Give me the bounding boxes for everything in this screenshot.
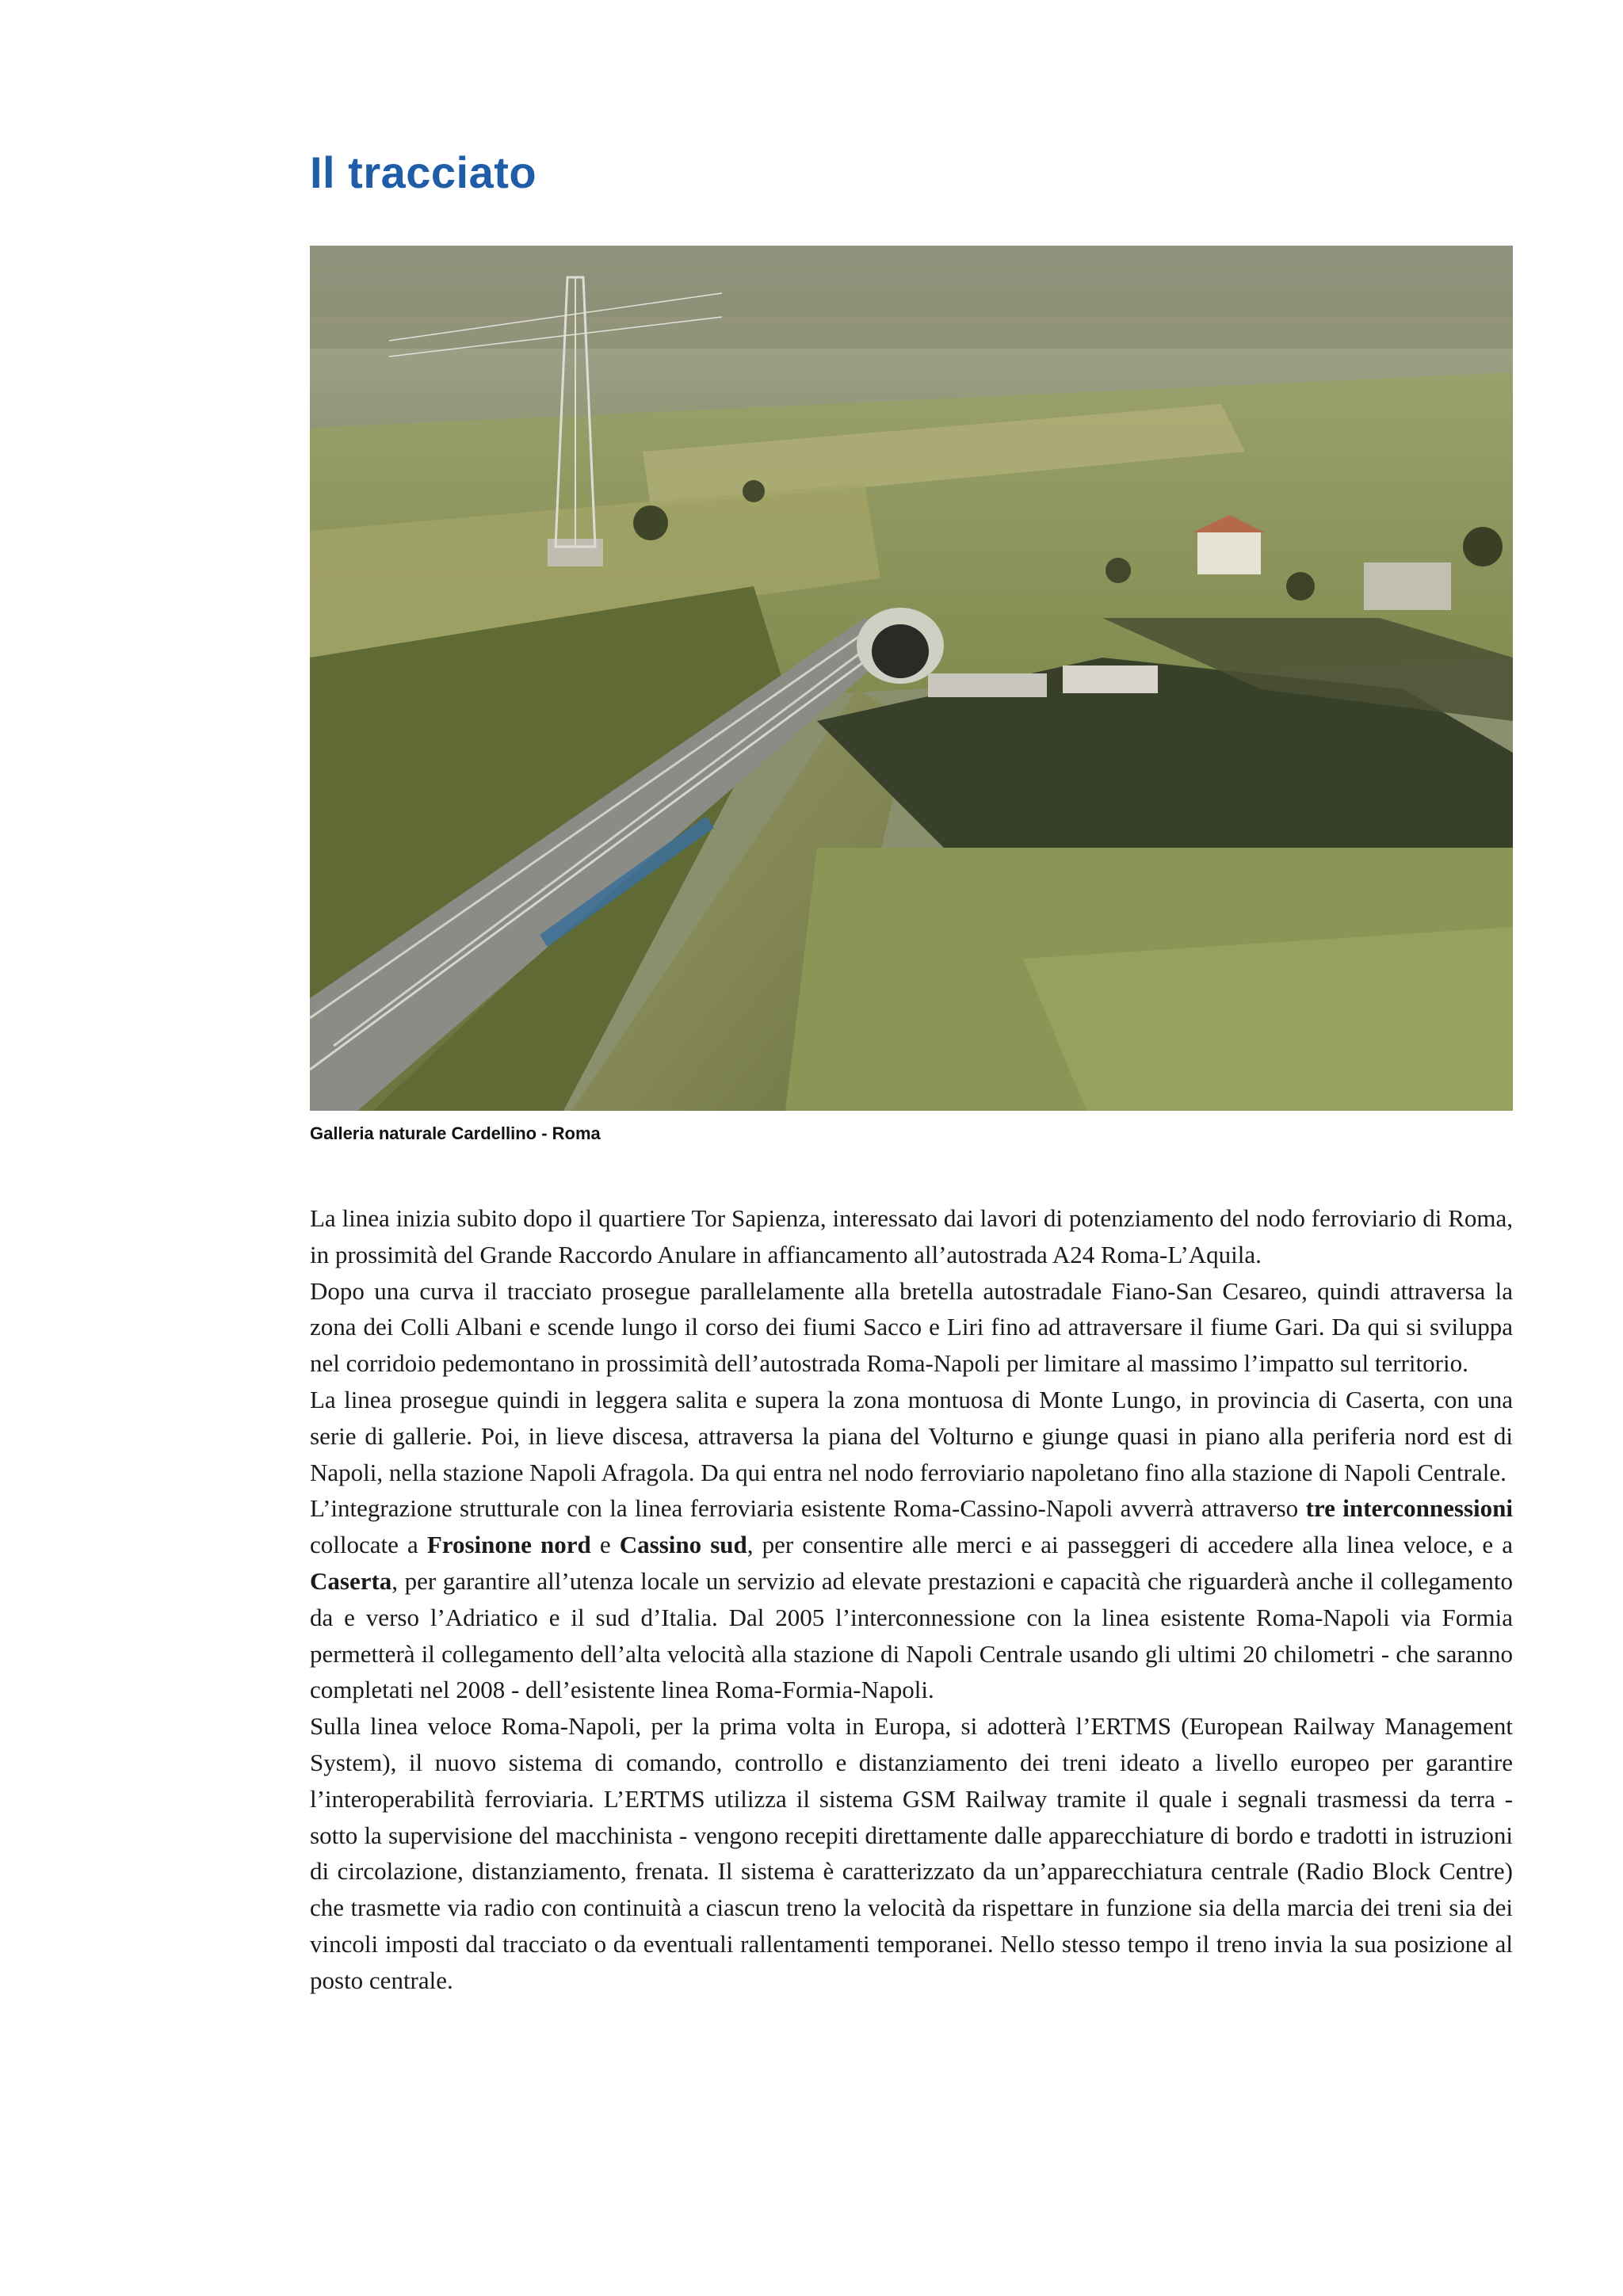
bold-cassino-sud: Cassino sud xyxy=(619,1531,747,1559)
paragraph-4 xyxy=(310,1490,1513,1708)
paragraph-3: La linea prosegue quindi in leggera salita e supera la zona montuosa di Monte Lungo, in provincia di Caserta, con una serie di gallerie. Poi, in lieve discesa, attraversa la piana del Volturno e giunge quasi in piano alla periferia nord est di Napoli, nella stazione Napoli Afragola. Da qui entra nel nodo ferroviario napoletano fino alla stazione di Napoli Centrale. xyxy=(310,1385,1513,1486)
bold-frosinone-nord: Frosinone nord xyxy=(426,1531,591,1559)
paragraph-4-text-2: collocate a xyxy=(310,1531,427,1559)
paragraph-4-text-1: L’integrazione strutturale con la linea ferroviaria esistente Roma-Cassino-Napoli avverrà attraverso xyxy=(310,1494,1306,1523)
bold-tre-interconnessioni: tre interconnessioni xyxy=(1305,1494,1514,1523)
paragraph-5: Sulla linea veloce Roma-Napoli, per la prima volta in Europa, si adotterà l’ERTMS (European Railway Management System), il nuovo sistema di comando, controllo e distanziamento dei treni ideato a livello europeo per garantire l’interoperabilità ferroviaria. L’ERTMS utilizza il sistema GSM Railway tramite il quale i segnali trasmessi da terra - sotto la supervisione del macchinista - vengono recepiti direttamente dalle apparecchiature di bordo e tradotti in istruzioni di circolazione, distanziamento, frenata. Il sistema è caratterizzato da un’apparecchiatura centrale (Radio Block Centre) che trasmette via radio con continuità a ciascun treno la velocità da rispettare in funzione sia della marcia dei treni sia dei vincoli imposti dal tracciato o da eventuali rallentamenti temporanei. Nello stesso tempo il treno invia la sua posizione al posto centrale. xyxy=(310,1712,1513,1994)
photo-caption: Galleria naturale Cardellino - Roma xyxy=(310,1123,601,1143)
aerial-landscape-image xyxy=(310,246,1513,1111)
page-title: Il tracciato xyxy=(310,147,537,197)
paragraph-4-text-3: e xyxy=(590,1531,620,1559)
paragraph-1: La linea inizia subito dopo il quartiere Tor Sapienza, interessato dai lavori di potenziamento del nodo ferroviario di Roma, in prossimità del Grande Raccordo Anulare in affiancamento all’autostrada A24 Roma-L’Aquila. xyxy=(310,1204,1513,1268)
paragraph-4-text-4: , per consentire alle merci e ai passeggeri di accedere alla linea veloce, e a xyxy=(747,1531,1513,1559)
tunnel-photo xyxy=(310,246,1513,1111)
article-body xyxy=(310,1200,1513,1999)
paragraph-4-text-5: , per garantire all’utenza locale un servizio ad elevate prestazioni e capacità che riguarderà anche il collegamento da e verso l’Adriatico e il sud d’Italia. Dal 2005 l’interconnessione con la linea esistente Roma-Napoli via Formia permetterà il collegamento dell’alta velocità alla stazione di Napoli Centrale usando gli ultimi 20 chilometri - che saranno completati nel 2008 - dell’esistente linea Roma-Formia-Napoli. xyxy=(310,1566,1513,1704)
bold-caserta: Caserta xyxy=(310,1566,392,1595)
paragraph-2: Dopo una curva il tracciato prosegue parallelamente alla bretella autostradale Fiano-San Cesareo, quindi attraversa la zona dei Colli Albani e scende lungo il corso dei fiumi Sacco e Liri fino ad attraversare il fiume Gari. Da qui si sviluppa nel corridoio pedemontano in prossimità dell’autostrada Roma-Napoli per limitare al massimo l’impatto sul territorio. xyxy=(310,1276,1513,1378)
